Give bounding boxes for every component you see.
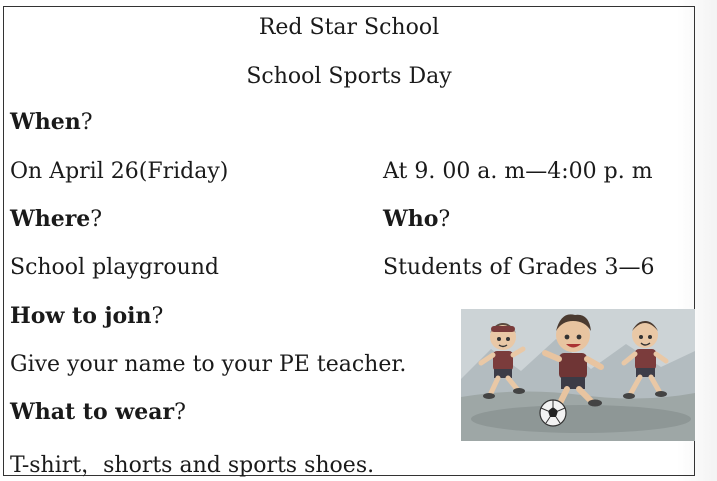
question-mark: ? bbox=[80, 110, 93, 135]
who-value: Students of Grades 3—6 bbox=[383, 255, 655, 280]
who-label: Who bbox=[383, 206, 439, 232]
question-mark: ? bbox=[151, 304, 164, 329]
what-to-wear-value: T-shirt，shorts and sports shoes. bbox=[10, 453, 375, 478]
how-to-join-value: Give your name to your PE teacher. bbox=[10, 352, 407, 377]
when-date: On April 26(Friday) bbox=[10, 159, 229, 184]
what-to-wear-label: What to wear bbox=[10, 399, 175, 425]
what-to-wear-heading bbox=[10, 399, 186, 425]
when-label: When bbox=[10, 109, 81, 135]
sports-day-notice bbox=[3, 6, 695, 476]
where-heading bbox=[10, 206, 102, 232]
when-heading bbox=[10, 109, 93, 135]
event-title: School Sports Day bbox=[246, 64, 452, 89]
when-time: At 9. 00 a. m—4:00 p. m bbox=[383, 159, 653, 184]
how-to-join-heading bbox=[10, 303, 163, 329]
kids-playing-soccer-illustration bbox=[461, 309, 695, 441]
question-mark: ? bbox=[174, 400, 186, 425]
question-mark: ? bbox=[438, 207, 451, 232]
question-mark: ? bbox=[90, 207, 103, 232]
school-name: Red Star School bbox=[258, 15, 440, 40]
who-heading bbox=[383, 206, 450, 232]
how-to-join-label: How to join bbox=[10, 303, 152, 329]
where-label: Where bbox=[10, 206, 91, 232]
where-value: School playground bbox=[10, 255, 220, 280]
